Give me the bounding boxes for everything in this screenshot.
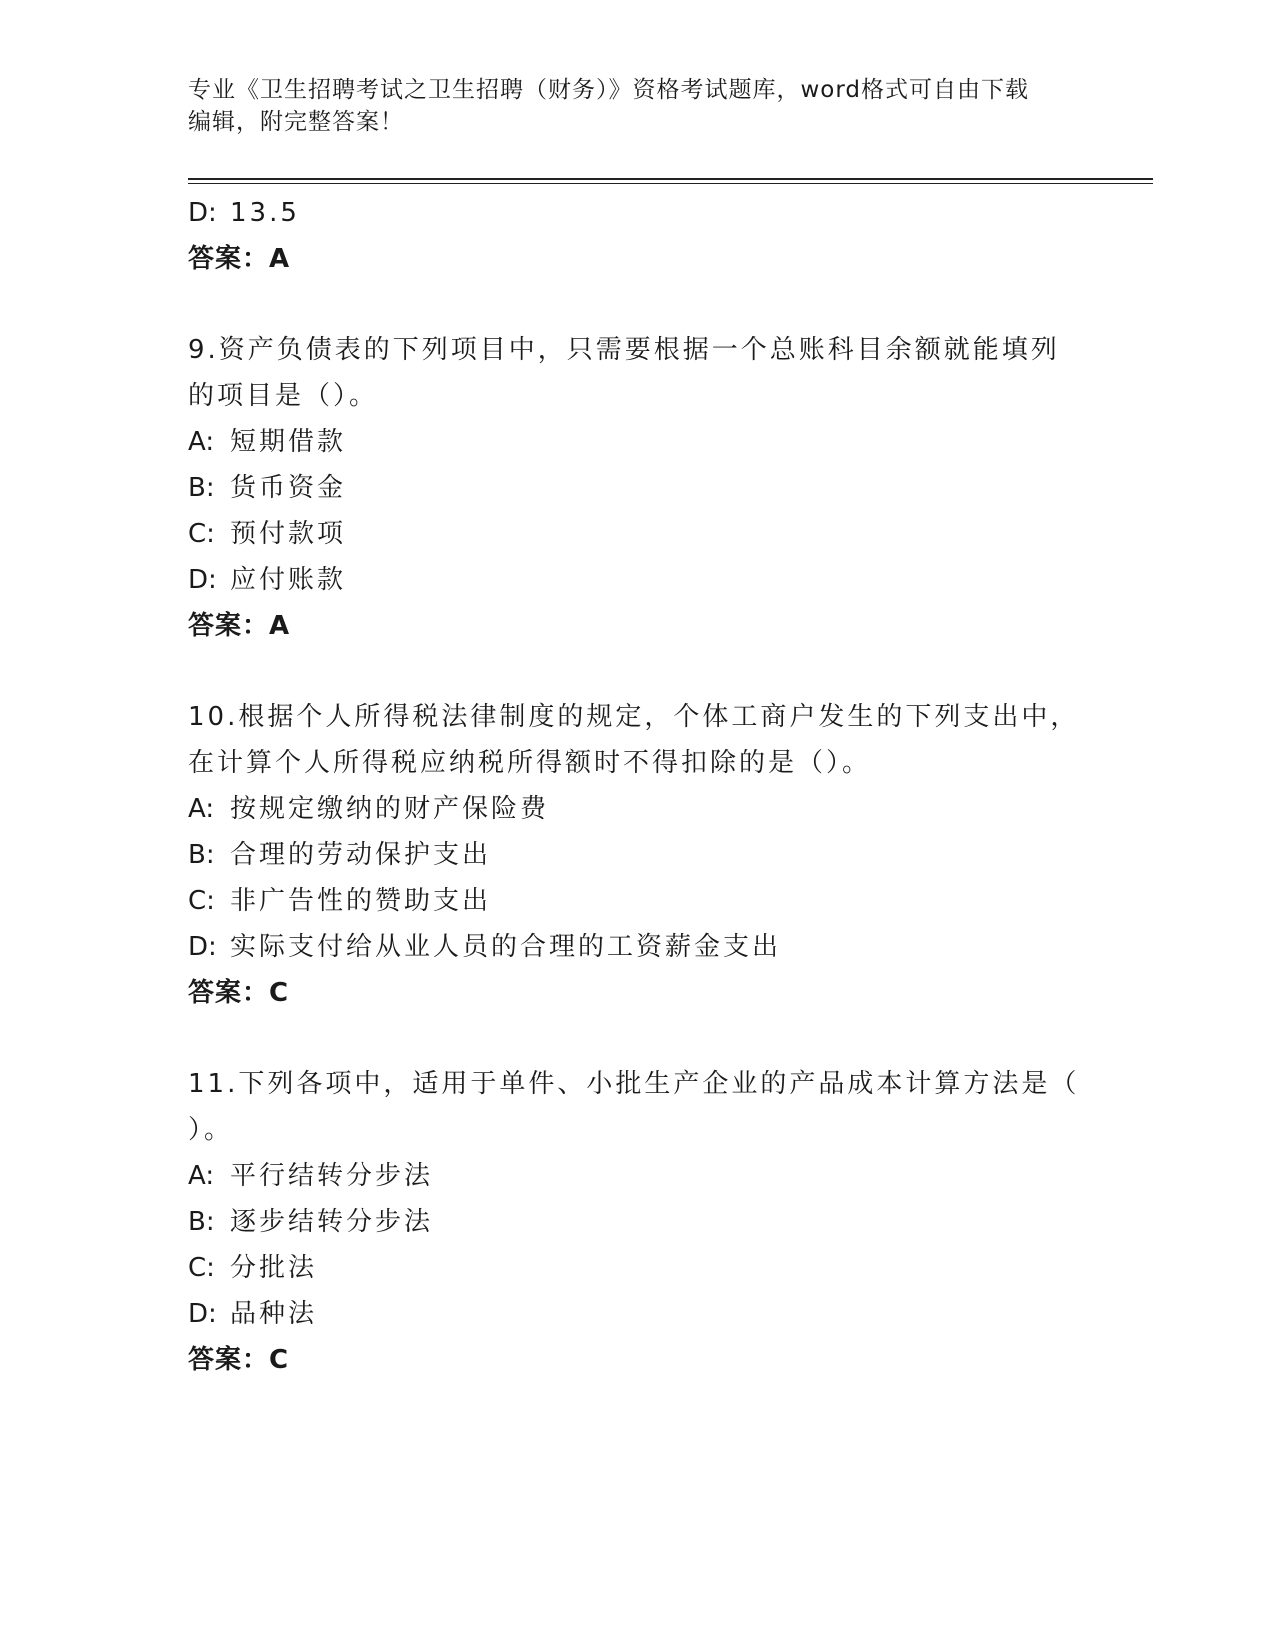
- spacer: [188, 282, 1088, 327]
- option-text: 应付账款: [230, 565, 347, 595]
- option-a: [188, 419, 1088, 465]
- option-text: 13.5: [230, 198, 300, 228]
- option-letter: B:: [188, 840, 215, 870]
- header-line-1: 专业《卫生招聘考试之卫生招聘（财务）》资格考试题库，word格式可自由下载: [188, 77, 1030, 103]
- option-text: 平行结转分步法: [230, 1161, 434, 1191]
- question-list: [188, 190, 1088, 1383]
- option-d: [188, 557, 1088, 603]
- page-header: [188, 74, 1088, 138]
- option-letter: A:: [188, 1161, 215, 1191]
- question-stem: 10.根据个人所得税法律制度的规定，个体工商户发生的下列支出中，: [188, 702, 1080, 732]
- question-9: [188, 327, 1088, 649]
- option-letter: A:: [188, 427, 215, 457]
- option-a: [188, 1153, 1088, 1199]
- option-letter: A:: [188, 794, 215, 824]
- question-11: [188, 1061, 1088, 1383]
- option-letter: B:: [188, 473, 215, 503]
- option-b: [188, 832, 1088, 878]
- option-d: [188, 190, 1088, 236]
- header-divider-thick: [188, 178, 1153, 180]
- question-stem: 9.资产负债表的下列项目中，只需要根据一个总账科目余额就能填列: [188, 335, 1060, 365]
- option-text: 短期借款: [230, 427, 347, 457]
- option-a: [188, 786, 1088, 832]
- question-stem: 11.下列各项中，适用于单件、小批生产企业的产品成本计算方法是（: [188, 1069, 1080, 1099]
- option-letter: C:: [188, 886, 215, 916]
- option-text: 预付款项: [230, 519, 347, 549]
- option-c: [188, 878, 1088, 924]
- question-10: [188, 694, 1088, 1016]
- option-text: 品种法: [230, 1299, 318, 1329]
- answer-line: 答案：C: [188, 978, 290, 1008]
- option-c: [188, 511, 1088, 557]
- option-text: 按规定缴纳的财产保险费: [230, 794, 550, 824]
- option-text: 合理的劳动保护支出: [230, 840, 492, 870]
- option-text: 分批法: [230, 1253, 318, 1283]
- option-d: [188, 924, 1088, 970]
- option-letter: D:: [188, 565, 217, 595]
- answer-line: 答案：C: [188, 1345, 290, 1375]
- option-text: 实际支付给从业人员的合理的工资薪金支出: [230, 932, 782, 962]
- option-text: 逐步结转分步法: [230, 1207, 434, 1237]
- answer-line: 答案：A: [188, 244, 291, 274]
- option-letter: B:: [188, 1207, 215, 1237]
- spacer: [188, 1016, 1088, 1061]
- option-letter: D:: [188, 932, 217, 962]
- option-letter: C:: [188, 1253, 215, 1283]
- option-b: [188, 1199, 1088, 1245]
- spacer: [188, 649, 1088, 694]
- option-text: 货币资金: [230, 473, 347, 503]
- option-letter: D:: [188, 1299, 217, 1329]
- option-letter: C:: [188, 519, 215, 549]
- option-d: [188, 1291, 1088, 1337]
- option-letter: D:: [188, 198, 217, 228]
- header-divider-thin: [188, 183, 1153, 184]
- question-stem: 在计算个人所得税应纳税所得额时不得扣除的是（）。: [188, 748, 872, 778]
- option-b: [188, 465, 1088, 511]
- question-stem: ）。: [188, 1115, 234, 1145]
- option-text: 非广告性的赞助支出: [230, 886, 492, 916]
- answer-line: 答案：A: [188, 611, 291, 641]
- question-stem: 的项目是（）。: [188, 381, 379, 411]
- header-line-2: 编辑，附完整答案！: [188, 109, 404, 135]
- option-c: [188, 1245, 1088, 1291]
